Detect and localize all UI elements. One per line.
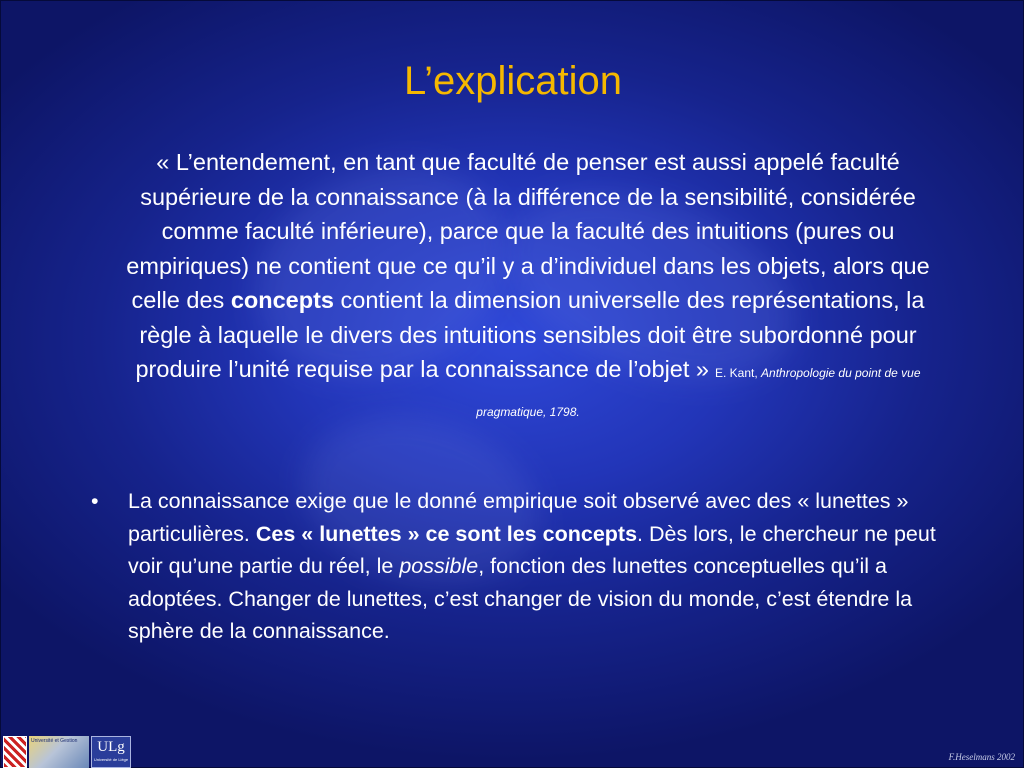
slide-title: L’explication — [404, 59, 622, 103]
bullet-marker: • — [91, 489, 99, 513]
bullet-text-part3: , fonction des lunettes conceptuelles qu’il a adoptées. Changer de lunettes, c’est changer de vision du monde, c’est étendre la sphère de la connaissance. — [128, 554, 913, 643]
reference-title: Anthropologie du point de vue pragmatique, 1798. — [476, 366, 921, 419]
map-logo-text: Université et Gestion — [31, 738, 78, 744]
kant-quote — [113, 145, 943, 429]
bullet-bold-concepts: Ces « lunettes » ce sont les concepts — [255, 521, 638, 546]
ulg-logo-text: ULg — [97, 739, 125, 755]
ulg-logo — [91, 736, 131, 768]
footer-logos — [3, 736, 131, 768]
quote-text-part1: « L’entendement, en tant que faculté de penser est aussi appelé faculté supérieure de la connaissance (à la différence de la sensibilité, considérée comme faculté inférieure), parce que la faculté des intuitions (pures ou empiriques) ne contient que ce qu’il y a d’individuel dans les objets, alors que celle des — [126, 149, 930, 313]
ulg-logo-subtext: Université de Liège — [93, 757, 129, 762]
bullet-text-part2: . Dès lors, le chercheur ne peut voir qu’une partie du réel, le — [128, 521, 936, 578]
bullet-text — [128, 485, 941, 648]
crest-logo — [3, 736, 27, 768]
reference-author: E. Kant, — [715, 366, 762, 380]
quote-bold-concepts: concepts — [230, 287, 334, 313]
bullet-italic-possible: possible — [399, 554, 479, 578]
bullet-text-part1: La connaissance exige que le donné empirique soit observé avec des « lunettes » particulières. — [128, 489, 909, 546]
quote-text-part2: contient la dimension universelle des représentations, la règle à laquelle le divers des intuitions sensibles doit être subordonné pour produire l’unité requise par la connaissance de l’objet » — [135, 287, 925, 382]
bullet-item — [91, 485, 941, 648]
author-signature: F.Heselmans 2002 — [948, 752, 1015, 762]
map-logo — [29, 736, 89, 768]
